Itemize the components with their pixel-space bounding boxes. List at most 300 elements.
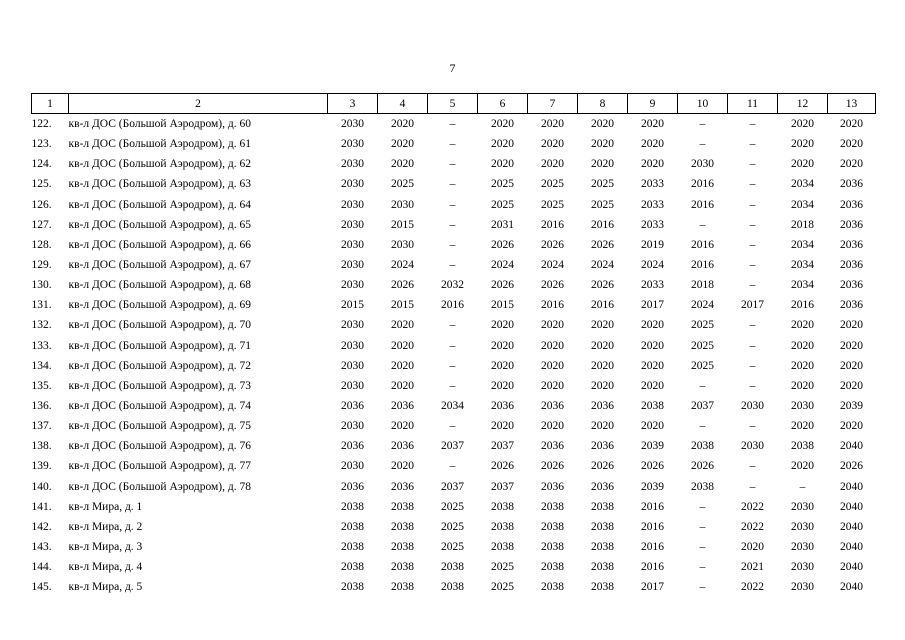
year-cell: – xyxy=(749,359,756,372)
year-cell: 2036 xyxy=(840,218,863,231)
year-cell: 2020 xyxy=(791,359,814,372)
year-cell: 2036 xyxy=(840,238,863,251)
address-cell: кв-л ДОС (Большой Аэродром), д. 66 xyxy=(68,238,251,251)
row-number: 142. xyxy=(31,520,52,533)
year-cell: – xyxy=(699,541,706,554)
year-cell: 2022 xyxy=(741,520,764,533)
table-row xyxy=(32,255,876,275)
year-cell: 2030 xyxy=(741,400,764,413)
year-cell: – xyxy=(699,420,706,433)
year-cell: – xyxy=(699,561,706,574)
year-cell: 2038 xyxy=(541,541,564,554)
year-cell: – xyxy=(799,480,806,493)
year-cell: 2038 xyxy=(591,500,614,513)
year-cell: 2038 xyxy=(391,500,414,513)
year-cell: 2020 xyxy=(391,359,414,372)
year-cell: 2015 xyxy=(391,299,414,312)
year-cell: 2016 xyxy=(641,541,664,554)
year-cell: 2026 xyxy=(840,460,863,473)
year-cell: 2034 xyxy=(791,259,814,272)
year-cell: 2020 xyxy=(541,319,564,332)
row-number: 125. xyxy=(31,178,52,191)
year-cell: 2016 xyxy=(691,178,714,191)
year-cell: 2033 xyxy=(641,198,664,211)
year-cell: 2016 xyxy=(591,218,614,231)
year-cell: 2020 xyxy=(591,420,614,433)
year-cell: 2030 xyxy=(341,218,364,231)
year-cell: 2036 xyxy=(541,480,564,493)
column-header: 5 xyxy=(428,94,478,114)
year-cell: 2038 xyxy=(391,561,414,574)
row-number: 128. xyxy=(31,238,52,251)
year-cell: 2026 xyxy=(391,279,414,292)
year-cell: 2026 xyxy=(541,238,564,251)
year-cell: – xyxy=(699,118,706,131)
year-cell: 2015 xyxy=(491,299,514,312)
year-cell: 2020 xyxy=(391,420,414,433)
year-cell: 2020 xyxy=(791,379,814,392)
year-cell: 2034 xyxy=(791,279,814,292)
year-cell: 2020 xyxy=(840,158,863,171)
year-cell: 2020 xyxy=(840,359,863,372)
year-cell: – xyxy=(699,138,706,151)
row-number: 131. xyxy=(31,299,52,312)
year-cell: 2034 xyxy=(791,178,814,191)
year-cell: 2020 xyxy=(791,138,814,151)
year-cell: 2034 xyxy=(791,198,814,211)
table-row xyxy=(32,315,876,335)
year-cell: 2037 xyxy=(441,480,464,493)
year-cell: – xyxy=(749,480,756,493)
year-cell: 2038 xyxy=(491,500,514,513)
year-cell: 2036 xyxy=(840,299,863,312)
year-cell: – xyxy=(449,460,456,473)
year-cell: 2024 xyxy=(541,259,564,272)
year-cell: 2036 xyxy=(591,440,614,453)
table-row xyxy=(32,396,876,416)
year-cell: 2037 xyxy=(691,400,714,413)
year-cell: – xyxy=(449,118,456,131)
year-cell: 2036 xyxy=(591,400,614,413)
year-cell: 2030 xyxy=(791,520,814,533)
row-number: 133. xyxy=(31,339,52,352)
year-cell: – xyxy=(449,178,456,191)
year-cell: 2026 xyxy=(591,279,614,292)
year-cell: 2036 xyxy=(840,178,863,191)
table-row xyxy=(32,577,876,597)
year-cell: 2026 xyxy=(641,460,664,473)
year-cell: 2018 xyxy=(791,218,814,231)
year-cell: 2020 xyxy=(541,158,564,171)
column-header: 2 xyxy=(69,94,328,114)
year-cell: 2020 xyxy=(840,339,863,352)
column-header: 3 xyxy=(328,94,378,114)
year-cell: 2026 xyxy=(591,460,614,473)
year-cell: 2020 xyxy=(491,379,514,392)
year-cell: 2036 xyxy=(491,400,514,413)
year-cell: 2025 xyxy=(541,178,564,191)
year-cell: 2026 xyxy=(491,279,514,292)
year-cell: 2034 xyxy=(441,400,464,413)
table-row xyxy=(32,114,876,135)
year-cell: 2020 xyxy=(840,319,863,332)
row-number: 138. xyxy=(31,440,52,453)
year-cell: 2038 xyxy=(591,581,614,594)
year-cell: 2036 xyxy=(840,198,863,211)
address-cell: кв-л ДОС (Большой Аэродром), д. 78 xyxy=(68,480,251,493)
year-cell: – xyxy=(449,339,456,352)
year-cell: 2038 xyxy=(341,541,364,554)
address-cell: кв-л Мира, д. 3 xyxy=(68,541,143,554)
column-header: 1 xyxy=(32,94,69,114)
year-cell: 2030 xyxy=(341,359,364,372)
year-cell: 2038 xyxy=(591,561,614,574)
year-cell: 2016 xyxy=(641,520,664,533)
year-cell: 2040 xyxy=(840,561,863,574)
year-cell: – xyxy=(749,379,756,392)
year-cell: 2024 xyxy=(391,259,414,272)
year-cell: 2020 xyxy=(491,319,514,332)
year-cell: 2030 xyxy=(391,198,414,211)
year-cell: 2020 xyxy=(641,138,664,151)
year-cell: 2020 xyxy=(491,158,514,171)
address-cell: кв-л ДОС (Большой Аэродром), д. 74 xyxy=(68,400,251,413)
year-cell: 2026 xyxy=(541,460,564,473)
year-cell: – xyxy=(449,359,456,372)
row-number: 123. xyxy=(31,138,52,151)
year-cell: 2020 xyxy=(541,339,564,352)
row-number: 139. xyxy=(31,460,52,473)
year-cell: 2025 xyxy=(691,359,714,372)
year-cell: 2038 xyxy=(391,541,414,554)
year-cell: 2030 xyxy=(341,379,364,392)
year-cell: 2030 xyxy=(341,158,364,171)
year-cell: 2020 xyxy=(541,420,564,433)
year-cell: 2020 xyxy=(641,319,664,332)
row-number: 140. xyxy=(31,480,52,493)
column-header: 12 xyxy=(778,94,828,114)
year-cell: 2037 xyxy=(491,480,514,493)
year-cell: 2030 xyxy=(341,259,364,272)
year-cell: 2025 xyxy=(541,198,564,211)
year-cell: 2025 xyxy=(441,541,464,554)
year-cell: – xyxy=(749,339,756,352)
year-cell: 2030 xyxy=(391,238,414,251)
year-cell: 2015 xyxy=(391,218,414,231)
year-cell: 2020 xyxy=(391,118,414,131)
table-row xyxy=(32,436,876,456)
year-cell: 2024 xyxy=(641,259,664,272)
year-cell: 2017 xyxy=(641,299,664,312)
column-header: 13 xyxy=(828,94,876,114)
year-cell: – xyxy=(449,198,456,211)
table-row xyxy=(32,456,876,476)
year-cell: 2038 xyxy=(591,541,614,554)
year-cell: 2024 xyxy=(691,299,714,312)
year-cell: 2036 xyxy=(541,440,564,453)
year-cell: – xyxy=(749,158,756,171)
year-cell: – xyxy=(449,379,456,392)
year-cell: 2040 xyxy=(840,581,863,594)
year-cell: – xyxy=(699,520,706,533)
year-cell: 2030 xyxy=(341,319,364,332)
year-cell: 2033 xyxy=(641,279,664,292)
year-cell: 2030 xyxy=(341,138,364,151)
year-cell: 2030 xyxy=(791,561,814,574)
year-cell: 2025 xyxy=(491,561,514,574)
year-cell: 2030 xyxy=(341,238,364,251)
address-cell: кв-л ДОС (Большой Аэродром), д. 69 xyxy=(68,299,251,312)
table-row xyxy=(32,336,876,356)
year-cell: – xyxy=(749,198,756,211)
row-number: 129. xyxy=(31,259,52,272)
year-cell: 2036 xyxy=(391,480,414,493)
table-row xyxy=(32,235,876,255)
table-row xyxy=(32,497,876,517)
year-cell: 2038 xyxy=(641,400,664,413)
year-cell: 2020 xyxy=(491,420,514,433)
year-cell: – xyxy=(749,118,756,131)
year-cell: 2038 xyxy=(341,561,364,574)
year-cell: – xyxy=(749,420,756,433)
column-header: 4 xyxy=(378,94,428,114)
year-cell: 2020 xyxy=(641,158,664,171)
year-cell: 2038 xyxy=(541,520,564,533)
table-row xyxy=(32,416,876,436)
page-number: 7 xyxy=(449,61,456,75)
address-cell: кв-л ДОС (Большой Аэродром), д. 64 xyxy=(68,198,251,211)
year-cell: 2020 xyxy=(591,339,614,352)
year-cell: 2020 xyxy=(391,460,414,473)
year-cell: 2021 xyxy=(741,561,764,574)
year-cell: 2038 xyxy=(691,480,714,493)
year-cell: 2036 xyxy=(391,440,414,453)
year-cell: 2025 xyxy=(441,520,464,533)
year-cell: 2024 xyxy=(591,259,614,272)
year-cell: 2026 xyxy=(691,460,714,473)
address-cell: кв-л ДОС (Большой Аэродром), д. 77 xyxy=(68,460,251,473)
year-cell: 2020 xyxy=(541,359,564,372)
year-cell: 2016 xyxy=(541,299,564,312)
address-cell: кв-л ДОС (Большой Аэродром), д. 61 xyxy=(68,138,251,151)
year-cell: 2038 xyxy=(691,440,714,453)
year-cell: 2016 xyxy=(591,299,614,312)
row-number: 143. xyxy=(31,541,52,554)
year-cell: 2036 xyxy=(840,279,863,292)
column-header: 10 xyxy=(678,94,728,114)
year-cell: 2020 xyxy=(591,319,614,332)
address-cell: кв-л ДОС (Большой Аэродром), д. 73 xyxy=(68,379,251,392)
address-cell: кв-л ДОС (Большой Аэродром), д. 75 xyxy=(68,420,251,433)
year-cell: 2020 xyxy=(491,138,514,151)
row-number: 134. xyxy=(31,359,52,372)
year-cell: 2039 xyxy=(641,440,664,453)
row-number: 127. xyxy=(31,218,52,231)
year-cell: 2020 xyxy=(591,359,614,372)
year-cell: – xyxy=(749,319,756,332)
year-cell: – xyxy=(449,259,456,272)
year-cell: 2017 xyxy=(741,299,764,312)
year-cell: 2020 xyxy=(791,158,814,171)
year-cell: 2020 xyxy=(791,420,814,433)
table-row xyxy=(32,195,876,215)
year-cell: 2025 xyxy=(441,500,464,513)
year-cell: 2020 xyxy=(840,379,863,392)
year-cell: – xyxy=(699,500,706,513)
year-cell: 2016 xyxy=(691,259,714,272)
year-cell: 2030 xyxy=(791,500,814,513)
year-cell: 2040 xyxy=(840,500,863,513)
year-cell: 2020 xyxy=(641,379,664,392)
table-row xyxy=(32,537,876,557)
year-cell: 2040 xyxy=(840,520,863,533)
year-cell: 2020 xyxy=(541,118,564,131)
year-cell: – xyxy=(749,218,756,231)
year-cell: 2038 xyxy=(391,581,414,594)
row-number: 144. xyxy=(31,561,52,574)
year-cell: 2031 xyxy=(491,218,514,231)
year-cell: 2020 xyxy=(591,138,614,151)
year-cell: 2025 xyxy=(491,581,514,594)
year-cell: 2038 xyxy=(341,520,364,533)
year-cell: 2018 xyxy=(691,279,714,292)
year-cell: 2036 xyxy=(840,259,863,272)
year-cell: 2036 xyxy=(341,480,364,493)
year-cell: 2025 xyxy=(491,198,514,211)
year-cell: 2022 xyxy=(741,500,764,513)
year-cell: 2038 xyxy=(341,500,364,513)
year-cell: 2038 xyxy=(441,561,464,574)
column-header: 8 xyxy=(578,94,628,114)
year-cell: 2040 xyxy=(840,541,863,554)
year-cell: 2026 xyxy=(541,279,564,292)
year-cell: 2020 xyxy=(541,138,564,151)
table-body xyxy=(32,114,876,598)
year-cell: 2020 xyxy=(791,339,814,352)
address-cell: кв-л ДОС (Большой Аэродром), д. 62 xyxy=(68,158,251,171)
year-cell: 2020 xyxy=(391,319,414,332)
year-cell: 2030 xyxy=(341,279,364,292)
year-cell: – xyxy=(449,238,456,251)
year-cell: 2030 xyxy=(691,158,714,171)
column-header: 9 xyxy=(628,94,678,114)
year-cell: 2025 xyxy=(691,339,714,352)
year-cell: 2038 xyxy=(391,520,414,533)
year-cell: 2019 xyxy=(641,238,664,251)
year-cell: 2020 xyxy=(641,339,664,352)
year-cell: 2020 xyxy=(391,138,414,151)
header-row xyxy=(32,94,876,114)
year-cell: 2020 xyxy=(491,359,514,372)
year-cell: – xyxy=(699,218,706,231)
year-cell: 2034 xyxy=(791,238,814,251)
address-cell: кв-л Мира, д. 5 xyxy=(68,581,143,594)
year-cell: 2030 xyxy=(341,420,364,433)
address-cell: кв-л Мира, д. 1 xyxy=(68,500,143,513)
data-table xyxy=(31,93,876,597)
year-cell: 2038 xyxy=(591,520,614,533)
row-number: 124. xyxy=(31,158,52,171)
address-cell: кв-л ДОС (Большой Аэродром), д. 71 xyxy=(68,339,251,352)
year-cell: – xyxy=(449,158,456,171)
year-cell: 2040 xyxy=(840,440,863,453)
year-cell: 2030 xyxy=(341,178,364,191)
row-number: 141. xyxy=(31,500,52,513)
column-header: 7 xyxy=(528,94,578,114)
row-number: 137. xyxy=(31,420,52,433)
address-cell: кв-л ДОС (Большой Аэродром), д. 65 xyxy=(68,218,251,231)
year-cell: – xyxy=(449,319,456,332)
year-cell: 2020 xyxy=(491,339,514,352)
year-cell: 2030 xyxy=(791,581,814,594)
year-cell: 2020 xyxy=(391,339,414,352)
year-cell: – xyxy=(749,460,756,473)
address-cell: кв-л ДОС (Большой Аэродром), д. 60 xyxy=(68,118,251,131)
year-cell: 2020 xyxy=(840,420,863,433)
table-row xyxy=(32,154,876,174)
row-number: 145. xyxy=(31,581,52,594)
year-cell: 2039 xyxy=(641,480,664,493)
year-cell: 2020 xyxy=(591,158,614,171)
table-row xyxy=(32,275,876,295)
year-cell: 2022 xyxy=(741,581,764,594)
year-cell: 2020 xyxy=(791,319,814,332)
year-cell: – xyxy=(699,581,706,594)
year-cell: 2020 xyxy=(791,460,814,473)
year-cell: 2020 xyxy=(491,118,514,131)
table-row xyxy=(32,557,876,577)
column-header: 11 xyxy=(728,94,778,114)
year-cell: 2038 xyxy=(541,500,564,513)
year-cell: 2030 xyxy=(741,440,764,453)
year-cell: 2030 xyxy=(341,460,364,473)
year-cell: 2036 xyxy=(391,400,414,413)
address-cell: кв-л ДОС (Большой Аэродром), д. 68 xyxy=(68,279,251,292)
year-cell: 2037 xyxy=(441,440,464,453)
year-cell: 2020 xyxy=(840,138,863,151)
year-cell: 2036 xyxy=(541,400,564,413)
year-cell: 2020 xyxy=(391,379,414,392)
column-header: 6 xyxy=(478,94,528,114)
year-cell: 2020 xyxy=(791,118,814,131)
row-number: 135. xyxy=(31,379,52,392)
year-cell: 2038 xyxy=(541,581,564,594)
year-cell: 2030 xyxy=(791,400,814,413)
year-cell: 2036 xyxy=(341,440,364,453)
year-cell: 2015 xyxy=(341,299,364,312)
year-cell: 2024 xyxy=(491,259,514,272)
address-cell: кв-л Мира, д. 2 xyxy=(68,520,143,533)
year-cell: – xyxy=(749,259,756,272)
year-cell: 2038 xyxy=(791,440,814,453)
year-cell: 2025 xyxy=(391,178,414,191)
address-cell: кв-л ДОС (Большой Аэродром), д. 72 xyxy=(68,359,251,372)
year-cell: 2020 xyxy=(591,118,614,131)
row-number: 136. xyxy=(31,400,52,413)
year-cell: 2016 xyxy=(791,299,814,312)
year-cell: 2020 xyxy=(641,420,664,433)
table-row xyxy=(32,215,876,235)
row-number: 126. xyxy=(31,198,52,211)
row-number: 132. xyxy=(31,319,52,332)
year-cell: 2026 xyxy=(491,238,514,251)
year-cell: 2020 xyxy=(840,118,863,131)
year-cell: 2026 xyxy=(591,238,614,251)
year-cell: 2038 xyxy=(541,561,564,574)
year-cell: 2040 xyxy=(840,480,863,493)
year-cell: 2038 xyxy=(341,581,364,594)
year-cell: 2020 xyxy=(741,541,764,554)
